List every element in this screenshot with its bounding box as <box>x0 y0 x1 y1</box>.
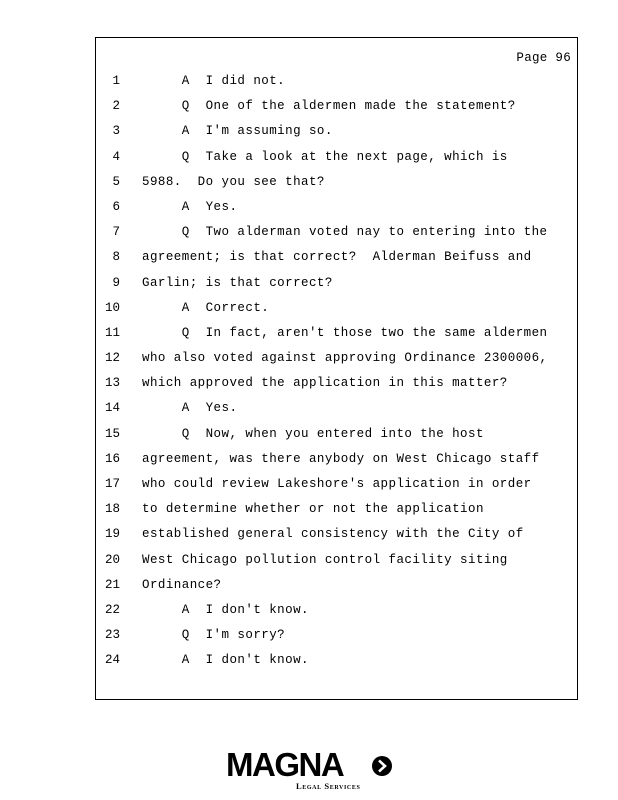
transcript-line <box>96 124 577 149</box>
line-text: who could review Lakeshore's application in order <box>142 477 532 491</box>
line-number: 13 <box>104 376 120 391</box>
line-text: A I did not. <box>142 74 286 88</box>
logo-wordmark: MAGNA <box>226 746 344 783</box>
transcript-line <box>96 225 577 250</box>
page-number: Page 96 <box>516 51 571 65</box>
line-text: Garlin; is that correct? <box>142 275 333 290</box>
line-number: 20 <box>104 552 120 567</box>
line-text: Ordinance? <box>142 577 222 592</box>
line-number: 2 <box>112 99 120 114</box>
line-text: A Yes. <box>142 199 238 214</box>
transcript-line <box>96 527 577 552</box>
transcript-page <box>95 37 578 700</box>
transcript-line <box>96 628 577 653</box>
transcript-line <box>96 276 577 301</box>
line-number: 1 <box>112 74 120 88</box>
line-number: 18 <box>104 502 120 517</box>
transcript-line <box>96 452 577 477</box>
line-number: 19 <box>104 527 120 542</box>
line-number: 7 <box>112 225 120 240</box>
transcript-line <box>96 250 577 275</box>
line-number: 12 <box>104 351 120 366</box>
line-text: Q I'm sorry? <box>142 628 286 643</box>
line-text: Q In fact, aren't those two the same aldermen <box>142 325 548 340</box>
transcript-line <box>96 477 577 502</box>
transcript-line <box>96 401 577 426</box>
line-text: agreement; is that correct? Alderman Beifuss and <box>142 250 532 265</box>
line-text: who also voted against approving Ordinance 2300006, <box>142 351 548 366</box>
line-number: 6 <box>112 199 120 214</box>
line-text: A I'm assuming so. <box>142 124 333 139</box>
line-text: 5988. Do you see that? <box>142 174 325 189</box>
logo-subtitle: Legal Services <box>296 781 361 791</box>
transcript-line <box>96 326 577 351</box>
line-text: which approved the application in this matter? <box>142 376 508 391</box>
line-number: 9 <box>112 275 120 290</box>
transcript-line <box>96 74 577 99</box>
transcript-line <box>96 200 577 225</box>
transcript-line <box>96 301 577 326</box>
line-text: established general consistency with the City of <box>142 527 524 542</box>
line-text: A Correct. <box>142 300 270 315</box>
transcript-line <box>96 603 577 628</box>
transcript-line <box>96 376 577 401</box>
transcript-line <box>96 99 577 124</box>
line-text: agreement, was there anybody on West Chicago staff <box>142 451 540 466</box>
line-number: 4 <box>112 149 120 164</box>
line-text: Q Take a look at the next page, which is <box>142 149 508 164</box>
line-text: Q Two alderman voted nay to entering into the <box>142 225 548 240</box>
arrow-right-circle-icon <box>371 755 393 777</box>
transcript-line <box>96 553 577 578</box>
transcript-line <box>96 578 577 603</box>
line-number: 14 <box>104 401 120 416</box>
line-text: A I don't know. <box>142 653 309 668</box>
line-number: 21 <box>104 577 120 592</box>
line-number: 3 <box>112 124 120 139</box>
line-number: 16 <box>104 451 120 466</box>
line-text: West Chicago pollution control facility siting <box>142 552 508 567</box>
line-number: 10 <box>104 300 120 315</box>
line-number: 23 <box>104 628 120 643</box>
line-number: 24 <box>104 653 120 668</box>
line-number: 8 <box>112 250 120 265</box>
line-number: 22 <box>104 602 120 617</box>
magna-logo <box>226 748 396 792</box>
line-text: A I don't know. <box>142 602 309 617</box>
transcript-line <box>96 150 577 175</box>
transcript-line <box>96 351 577 376</box>
transcript-line <box>96 502 577 527</box>
transcript-line <box>96 175 577 200</box>
line-text: Q One of the aldermen made the statement? <box>142 99 516 114</box>
transcript-line <box>96 653 577 678</box>
line-text: Q Now, when you entered into the host <box>142 426 484 441</box>
transcript-line <box>96 427 577 452</box>
line-text: A Yes. <box>142 401 238 416</box>
line-number: 17 <box>104 477 120 491</box>
line-number: 11 <box>104 325 120 340</box>
transcript-lines <box>96 74 577 679</box>
line-number: 5 <box>112 174 120 189</box>
line-text: to determine whether or not the application <box>142 502 484 517</box>
line-number: 15 <box>104 426 120 441</box>
